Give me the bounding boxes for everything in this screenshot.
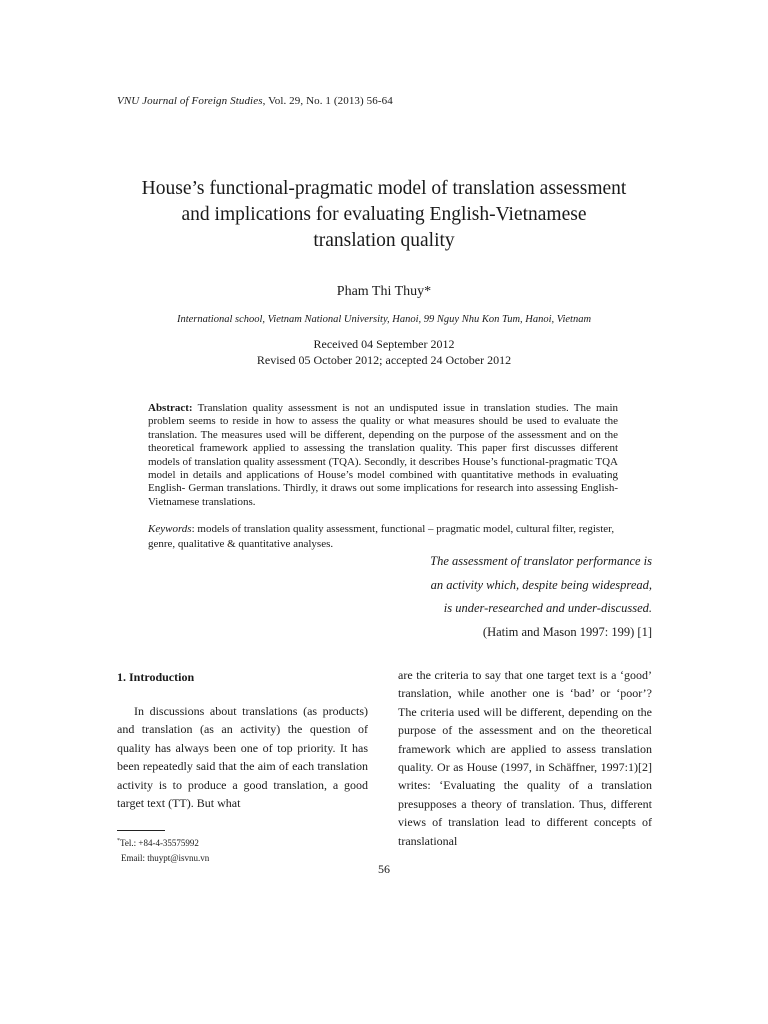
section-heading: 1. Introduction [117,670,195,684]
abstract-label: Abstract: [148,402,193,414]
epigraph-line: is under-researched and under-discussed. [443,601,652,615]
submission-dates [0,336,768,368]
body-column-right: are the criteria to say that one target text is a ‘good’ translation, while another one is ‘bad’ or ‘poor’? The criteria used will be different, depending on the purpose of the assessment and on the theoretical framework which are applied to assess translation quality. Or as House (1997, in Schäffner, 1997:1)[2] writes: ‘Evaluating the quality of a translation presupposes a theory of translation. Thus, different views of translation lead to different concepts of translational [398,668,652,848]
footnote [117,834,209,865]
author-name: Pham Thi Thuy* [336,284,432,299]
body-column-left: In discussions about translations (as products) and translation (as an activity) the question of quality has always been one of top priority. It has been repeatedly said that the aim of each translation activity is to produce a good translation, a good target text (TT). But what [117,704,368,811]
keywords-label: Keywords [148,523,192,535]
title-line: House’s functional-pragmatic model of translation assessment [141,178,627,199]
keywords [148,522,618,551]
footnote-mark: * [117,838,120,844]
journal-volume-info: , Vol. 29, No. 1 (2013) 56-64 [262,95,393,107]
keywords-text: : models of translation quality assessment, functional – pragmatic model, cultural filter, register, genre, qualitative & quantitative analyses. [148,523,615,550]
received-date: Received 04 September 2012 [313,337,455,351]
abstract-text: Translation quality assessment is not an undisputed issue in translation studies. The main problem seems to reside in how to assess the quality or what measures should be used to evaluate the translation. The measures used will be different, depending on the purpose of the assessment and on the theoretical framework applied to assessing the translation quality. This paper first discusses different models of translation quality assessment (TQA). Secondly, it describes House’s functional-pragmatic TQA model in details and applications of House’s model combined with quantitative methods in evaluating English- German translations. Thirdly, it draws out some implications for research into assessing English-Vietnamese translations. [148,402,618,508]
footnote-tel-text: Tel.: +84-4-35575992 [120,838,199,848]
revised-accepted-date: Revised 05 October 2012; accepted 24 October 2012 [256,353,512,367]
abstract [148,402,618,509]
journal-header [117,95,393,107]
footnote-tel [117,834,209,851]
title-line: and implications for evaluating English-Vietnamese [181,204,587,225]
epigraph-citation: (Hatim and Mason 1997: 199) [1] [482,624,652,639]
title-line: translation quality [313,230,455,251]
paper-title [100,176,668,254]
author-affiliation: International school, Vietnam National University, Hanoi, 99 Nguy Nhu Kon Tum, Hanoi, Vietnam [176,314,592,325]
footnote-email: Email: thuypt@isvnu.vn [121,852,210,863]
epigraph-line: The assessment of translator performance is [430,554,652,568]
epigraph-quote [312,550,652,644]
footnote-divider [117,830,165,831]
epigraph-line: an activity which, despite being widespread, [430,577,652,592]
journal-name: VNU Journal of Foreign Studies [117,95,263,107]
page-number: 56 [378,862,390,876]
